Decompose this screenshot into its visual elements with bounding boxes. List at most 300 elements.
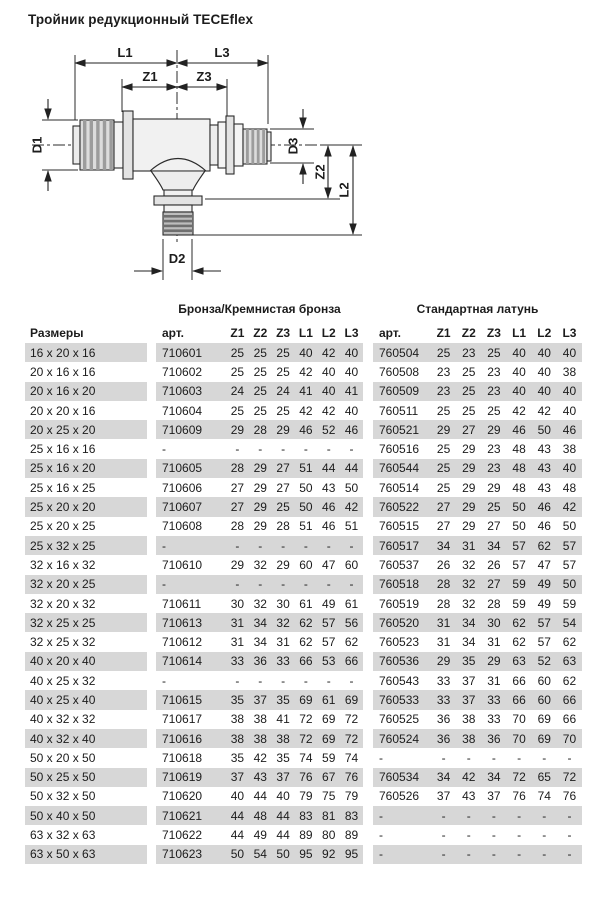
dimension-cell: 41 <box>344 384 359 399</box>
bronze-cells <box>156 420 363 439</box>
dimension-cell: 25 <box>436 461 451 476</box>
dimension-cell: 27 <box>436 519 451 534</box>
article-cell: 710603 <box>162 384 203 399</box>
size-cell: 50 x 20 x 50 <box>30 750 96 765</box>
bronze-cells <box>156 382 363 401</box>
dimension-cell: 31 <box>462 538 476 553</box>
bronze-cells <box>156 748 363 767</box>
dimension-cell: 25 <box>462 403 476 418</box>
article-cell: - <box>379 847 383 862</box>
dim-column-header: L3 <box>344 326 359 340</box>
dim-column-header: L2 <box>321 326 336 340</box>
dimension-cell: 25 <box>276 500 290 515</box>
table-row <box>25 343 585 362</box>
dimension-cell: 38 <box>562 364 577 379</box>
table-row <box>25 825 585 844</box>
article-cell: 710606 <box>162 480 203 495</box>
table-row <box>25 382 585 401</box>
dimension-cell: 60 <box>299 557 313 572</box>
bronze-cells <box>156 787 363 806</box>
bronze-cells <box>156 690 363 709</box>
dimension-cell: 95 <box>299 847 313 862</box>
dimension-cell: - <box>326 442 331 457</box>
dimension-cell: 29 <box>487 422 501 437</box>
table-row <box>25 787 585 806</box>
dimension-cell: 40 <box>322 384 336 399</box>
table-body <box>25 343 585 864</box>
size-cell: 40 x 25 x 32 <box>30 673 96 688</box>
dimension-cell: 37 <box>276 770 290 785</box>
size-cell: 63 x 50 x 63 <box>25 845 147 864</box>
dimension-cell: 66 <box>562 712 577 727</box>
dimension-cell: 33 <box>487 692 501 707</box>
article-cell: 760524 <box>379 731 420 746</box>
dimension-cell: - <box>441 828 446 843</box>
dimension-cell: 30 <box>230 596 245 611</box>
size-cell: 20 x 20 x 16 <box>30 403 96 418</box>
dimension-cell: 29 <box>276 422 290 437</box>
article-cell: 710622 <box>162 828 203 843</box>
table-row <box>25 729 585 748</box>
dimension-cell: 50 <box>299 500 313 515</box>
brass-cells <box>373 420 582 439</box>
table-row <box>25 439 585 458</box>
dim-column-header: L3 <box>562 326 577 340</box>
dimension-cell: - <box>326 538 331 553</box>
dimension-cell: 43 <box>537 461 551 476</box>
dimension-cell: 33 <box>487 712 501 727</box>
table-row <box>25 768 585 787</box>
dimension-cell: 66 <box>512 692 526 707</box>
size-cell: 25 x 32 x 25 <box>25 536 147 555</box>
dimension-cell: 50 <box>537 422 551 437</box>
brass-column-headers <box>373 323 582 343</box>
brass-cells <box>373 517 582 536</box>
dimension-cell: 29 <box>230 557 245 572</box>
brass-cells <box>373 768 582 787</box>
dimension-cell: 62 <box>562 635 577 650</box>
dimension-cell: 27 <box>436 500 451 515</box>
dimension-cell: 29 <box>230 422 245 437</box>
dimension-cell: - <box>542 847 547 862</box>
bronze-cells <box>156 729 363 748</box>
dimension-cell: 72 <box>344 712 359 727</box>
brass-cells <box>373 632 582 651</box>
dimension-cell: 40 <box>562 384 577 399</box>
bronze-cells <box>156 825 363 844</box>
article-cell: 760518 <box>379 577 420 592</box>
article-cell: 710611 <box>162 596 202 611</box>
art-column-header: арт. <box>379 326 402 340</box>
dimension-cell: - <box>567 750 572 765</box>
brass-cells <box>373 497 582 516</box>
dimension-cell: 79 <box>299 789 313 804</box>
dimension-cell: 42 <box>253 750 267 765</box>
dimension-cell: 29 <box>253 500 267 515</box>
dim-column-header: Z1 <box>230 326 245 340</box>
size-cell: 32 x 20 x 32 <box>30 596 96 611</box>
dimension-cell: - <box>281 538 286 553</box>
dimension-cell: 25 <box>230 345 245 360</box>
dim-column-header: L1 <box>298 326 313 340</box>
dimension-cell: 42 <box>344 500 359 515</box>
bronze-cells <box>156 401 363 420</box>
dimension-cell: 38 <box>253 731 267 746</box>
dimension-cell: 72 <box>344 731 359 746</box>
dimension-cell: 57 <box>322 615 336 630</box>
dimension-cell: 62 <box>512 635 526 650</box>
dimension-cell: - <box>281 673 286 688</box>
bronze-cells <box>156 439 363 458</box>
dimension-cell: 59 <box>562 596 577 611</box>
article-cell: 710616 <box>162 731 203 746</box>
article-cell: 760520 <box>379 615 420 630</box>
dimension-cell: 72 <box>299 731 313 746</box>
bronze-cells <box>156 845 363 864</box>
dimension-cell: - <box>441 847 446 862</box>
dimension-cell: - <box>281 442 286 457</box>
dimension-cell: - <box>281 577 286 592</box>
article-cell: 760523 <box>379 635 420 650</box>
dimension-cell: 42 <box>322 403 336 418</box>
article-cell: 760537 <box>379 557 420 572</box>
size-cell: 50 x 40 x 50 <box>25 806 147 825</box>
dimension-cell: - <box>235 673 240 688</box>
article-cell: 760515 <box>379 519 420 534</box>
dimension-cell: 23 <box>487 461 501 476</box>
dimension-cell: 33 <box>436 692 451 707</box>
dimension-cell: 79 <box>344 789 359 804</box>
dimension-cell: 25 <box>462 364 476 379</box>
bronze-cells <box>156 575 363 594</box>
size-cell: 32 x 25 x 32 <box>30 635 96 650</box>
dimension-cell: - <box>303 577 308 592</box>
dimension-cell: 31 <box>436 615 451 630</box>
size-cell: 25 x 16 x 25 <box>30 480 96 495</box>
dimension-cell: 34 <box>487 538 501 553</box>
dimension-cell: 50 <box>344 480 359 495</box>
dim-label-d2: D2 <box>168 251 186 266</box>
size-cell: 32 x 20 x 25 <box>25 575 147 594</box>
dimension-cell: 25 <box>253 364 267 379</box>
table-row <box>25 748 585 767</box>
dimension-cell: 31 <box>230 635 245 650</box>
table-row <box>25 362 585 381</box>
article-cell: 710605 <box>162 461 203 476</box>
bronze-column-headers <box>156 323 363 343</box>
dimension-cell: 81 <box>322 808 336 823</box>
dimension-cell: 29 <box>462 500 476 515</box>
dim-label-d3: D3 <box>285 137 301 155</box>
brass-group-title: Стандартная латунь <box>416 302 539 316</box>
article-cell: 710619 <box>162 770 203 785</box>
dimension-cell: - <box>567 847 572 862</box>
dimension-cell: 37 <box>487 789 501 804</box>
dimension-cell: 40 <box>276 789 290 804</box>
dimension-cell: 34 <box>436 770 451 785</box>
dimension-cell: 60 <box>537 673 551 688</box>
dimension-cell: 34 <box>253 615 267 630</box>
dimension-cell: - <box>303 442 308 457</box>
article-cell: 760519 <box>379 596 420 611</box>
article-cell: 710623 <box>162 847 203 862</box>
dimension-cell: - <box>491 828 496 843</box>
dimension-cell: 54 <box>253 847 267 862</box>
dim-column-header: Z1 <box>436 326 451 340</box>
bronze-group-title: Бронза/Кремнистая бронза <box>178 302 341 316</box>
article-cell: 710614 <box>162 654 203 669</box>
dimension-cell: 25 <box>253 384 267 399</box>
brass-cells <box>373 478 582 497</box>
dimension-cell: 32 <box>462 557 476 572</box>
dimension-cell: 25 <box>230 403 245 418</box>
bronze-cells <box>156 343 363 362</box>
table-row <box>25 459 585 478</box>
art-column-header: арт. <box>162 326 185 340</box>
dimension-cell: 57 <box>562 538 577 553</box>
dimension-cell: 40 <box>512 345 526 360</box>
bronze-cells <box>156 594 363 613</box>
dimension-cell: 89 <box>344 828 359 843</box>
dimension-cell: 35 <box>276 692 290 707</box>
dimension-cell: - <box>567 808 572 823</box>
size-cell: 20 x 25 x 20 <box>25 420 147 439</box>
dimension-cell: 37 <box>436 789 451 804</box>
dimension-cell: 50 <box>562 519 577 534</box>
dimension-cell: 76 <box>299 770 313 785</box>
dimension-cell: 34 <box>436 538 451 553</box>
dim-label-l2: L2 <box>336 182 352 198</box>
bronze-cells <box>156 478 363 497</box>
article-cell: - <box>162 673 166 688</box>
dimension-cell: 40 <box>512 364 526 379</box>
dimension-cell: 62 <box>299 635 313 650</box>
tee-technical-drawing <box>0 0 600 300</box>
dimension-cell: 33 <box>436 673 451 688</box>
article-cell: - <box>379 828 383 843</box>
dimension-cell: 29 <box>253 461 267 476</box>
dimension-cell: 72 <box>299 712 313 727</box>
dimension-cell: 25 <box>487 403 501 418</box>
brass-cells <box>373 362 582 381</box>
brass-cells <box>373 652 582 671</box>
article-cell: - <box>162 577 166 592</box>
page-title: Тройник редукционный TECEflex <box>28 12 254 27</box>
dimension-cell: 40 <box>322 364 336 379</box>
dimension-cell: 25 <box>487 500 501 515</box>
dimension-cell: 29 <box>462 480 476 495</box>
dimension-cell: - <box>258 673 263 688</box>
dimension-cell: 62 <box>512 615 526 630</box>
table-row <box>25 845 585 864</box>
dimension-cell: 57 <box>512 557 526 572</box>
dimension-cell: 49 <box>537 577 551 592</box>
brass-cells <box>373 382 582 401</box>
bronze-cells <box>156 459 363 478</box>
article-cell: 760525 <box>379 712 420 727</box>
dimension-cell: 49 <box>253 828 267 843</box>
dimension-cell: 33 <box>276 654 290 669</box>
dimension-cell: 69 <box>299 692 313 707</box>
dimension-cell: 48 <box>512 461 526 476</box>
dimension-cell: 62 <box>299 615 313 630</box>
dimension-cell: - <box>441 808 446 823</box>
dimension-cell: 24 <box>276 384 290 399</box>
dimension-cell: 70 <box>512 731 526 746</box>
brass-cells <box>373 613 582 632</box>
dimension-cell: 62 <box>562 673 577 688</box>
dimension-cell: 44 <box>253 789 267 804</box>
dimension-cell: 59 <box>512 577 526 592</box>
dimension-cell: 28 <box>253 422 267 437</box>
article-cell: 710608 <box>162 519 203 534</box>
article-cell: 710609 <box>162 422 203 437</box>
dimension-cell: 42 <box>562 500 577 515</box>
article-cell: 710618 <box>162 750 203 765</box>
dimension-cell: 28 <box>276 519 290 534</box>
dimension-cell: 31 <box>487 673 501 688</box>
dimension-cell: 27 <box>487 519 501 534</box>
dimension-cell: 38 <box>276 731 290 746</box>
dimension-cell: - <box>258 538 263 553</box>
dimension-cell: 48 <box>253 808 267 823</box>
dimension-cell: 37 <box>462 692 476 707</box>
dimension-cell: 61 <box>344 596 359 611</box>
article-cell: 760508 <box>379 364 420 379</box>
dimension-cell: - <box>235 538 240 553</box>
dimension-cell: 42 <box>462 770 476 785</box>
dim-label-z1: Z1 <box>142 69 158 84</box>
dimension-cell: 66 <box>512 673 526 688</box>
article-cell: 760544 <box>379 461 420 476</box>
dimension-cell: 31 <box>436 635 451 650</box>
dimension-cell: 25 <box>436 345 451 360</box>
table-row <box>25 497 585 516</box>
dimension-cell: 35 <box>276 750 290 765</box>
table-row <box>25 632 585 651</box>
dimension-cell: - <box>303 673 308 688</box>
dimension-cell: 40 <box>562 345 577 360</box>
dimension-cell: 72 <box>562 770 577 785</box>
dimension-cell: 46 <box>512 422 526 437</box>
dimension-cell: 29 <box>253 519 267 534</box>
table-row <box>25 478 585 497</box>
dimension-cell: 25 <box>462 384 476 399</box>
brass-cells <box>373 555 582 574</box>
dimension-cell: 92 <box>322 847 336 862</box>
dimension-cell: 29 <box>436 654 451 669</box>
dimension-cell: 57 <box>562 557 577 572</box>
bronze-cells <box>156 710 363 729</box>
article-cell: 710620 <box>162 789 203 804</box>
article-cell: 760504 <box>379 345 420 360</box>
article-cell: 710617 <box>162 712 203 727</box>
dimension-cell: - <box>349 538 354 553</box>
bronze-cells <box>156 555 363 574</box>
dimension-cell: 76 <box>344 770 359 785</box>
size-cell: 32 x 25 x 25 <box>25 613 147 632</box>
dimension-cell: 43 <box>537 480 551 495</box>
dimension-cell: 74 <box>344 750 359 765</box>
dimension-cell: 61 <box>299 596 313 611</box>
dimension-cell: 41 <box>299 384 313 399</box>
article-cell: 760514 <box>379 480 420 495</box>
article-cell: 760511 <box>379 403 419 418</box>
dimension-cell: 61 <box>322 692 336 707</box>
dimension-cell: 25 <box>436 480 451 495</box>
dimension-cell: 25 <box>276 364 290 379</box>
bronze-cells <box>156 517 363 536</box>
dimension-cell: 25 <box>436 403 451 418</box>
dimension-cell: 32 <box>276 615 290 630</box>
dimension-cell: - <box>466 828 471 843</box>
dimension-cell: 44 <box>276 808 290 823</box>
size-cell: 32 x 16 x 32 <box>30 557 96 572</box>
dimension-cell: 60 <box>537 692 551 707</box>
dim-label-l3: L3 <box>214 45 230 60</box>
table-row <box>25 690 585 709</box>
table-row <box>25 613 585 632</box>
table-row <box>25 575 585 594</box>
dim-column-header: L1 <box>512 326 527 340</box>
dimension-cell: 40 <box>562 403 577 418</box>
dimension-cell: 42 <box>299 403 313 418</box>
dimension-cell: - <box>517 808 522 823</box>
brass-cells <box>373 710 582 729</box>
dimension-cell: 62 <box>537 538 551 553</box>
dimension-cell: 69 <box>537 712 551 727</box>
size-cell: 20 x 16 x 20 <box>25 382 147 401</box>
size-cell: 25 x 16 x 20 <box>25 459 147 478</box>
dim-column-header: Z2 <box>461 326 476 340</box>
table-row <box>25 671 585 690</box>
dimension-cell: 25 <box>253 345 267 360</box>
dimension-cell: 31 <box>487 635 501 650</box>
dimension-cell: 83 <box>299 808 313 823</box>
dimension-cell: 46 <box>537 519 551 534</box>
dimension-cell: 50 <box>276 847 290 862</box>
dimension-cell: 66 <box>562 692 577 707</box>
dimension-cell: 24 <box>230 384 245 399</box>
dimension-cell: - <box>441 750 446 765</box>
dimension-cell: - <box>491 847 496 862</box>
table-row <box>25 536 585 555</box>
dimension-cell: - <box>542 808 547 823</box>
dimension-cell: 32 <box>462 577 476 592</box>
article-cell: 760517 <box>379 538 420 553</box>
dimension-cell: 42 <box>299 364 313 379</box>
article-cell: - <box>162 442 166 457</box>
article-cell: 760522 <box>379 500 420 515</box>
dimension-cell: 30 <box>276 596 290 611</box>
dim-column-header: L2 <box>537 326 552 340</box>
table-row <box>25 517 585 536</box>
dimension-cell: 75 <box>322 789 336 804</box>
brass-cells <box>373 787 582 806</box>
dimension-cell: 76 <box>512 789 526 804</box>
column-header-row <box>25 323 585 343</box>
dimension-cell: 89 <box>299 828 313 843</box>
article-cell: 710612 <box>162 635 203 650</box>
dimension-cell: 63 <box>562 654 577 669</box>
dimension-cell: 46 <box>344 422 359 437</box>
dimension-cell: 50 <box>562 577 577 592</box>
dimension-cell: 34 <box>462 635 476 650</box>
dim-column-header: Z3 <box>276 326 291 340</box>
dimensions-table <box>25 303 585 864</box>
brass-cells <box>373 439 582 458</box>
dimension-cell: - <box>349 673 354 688</box>
